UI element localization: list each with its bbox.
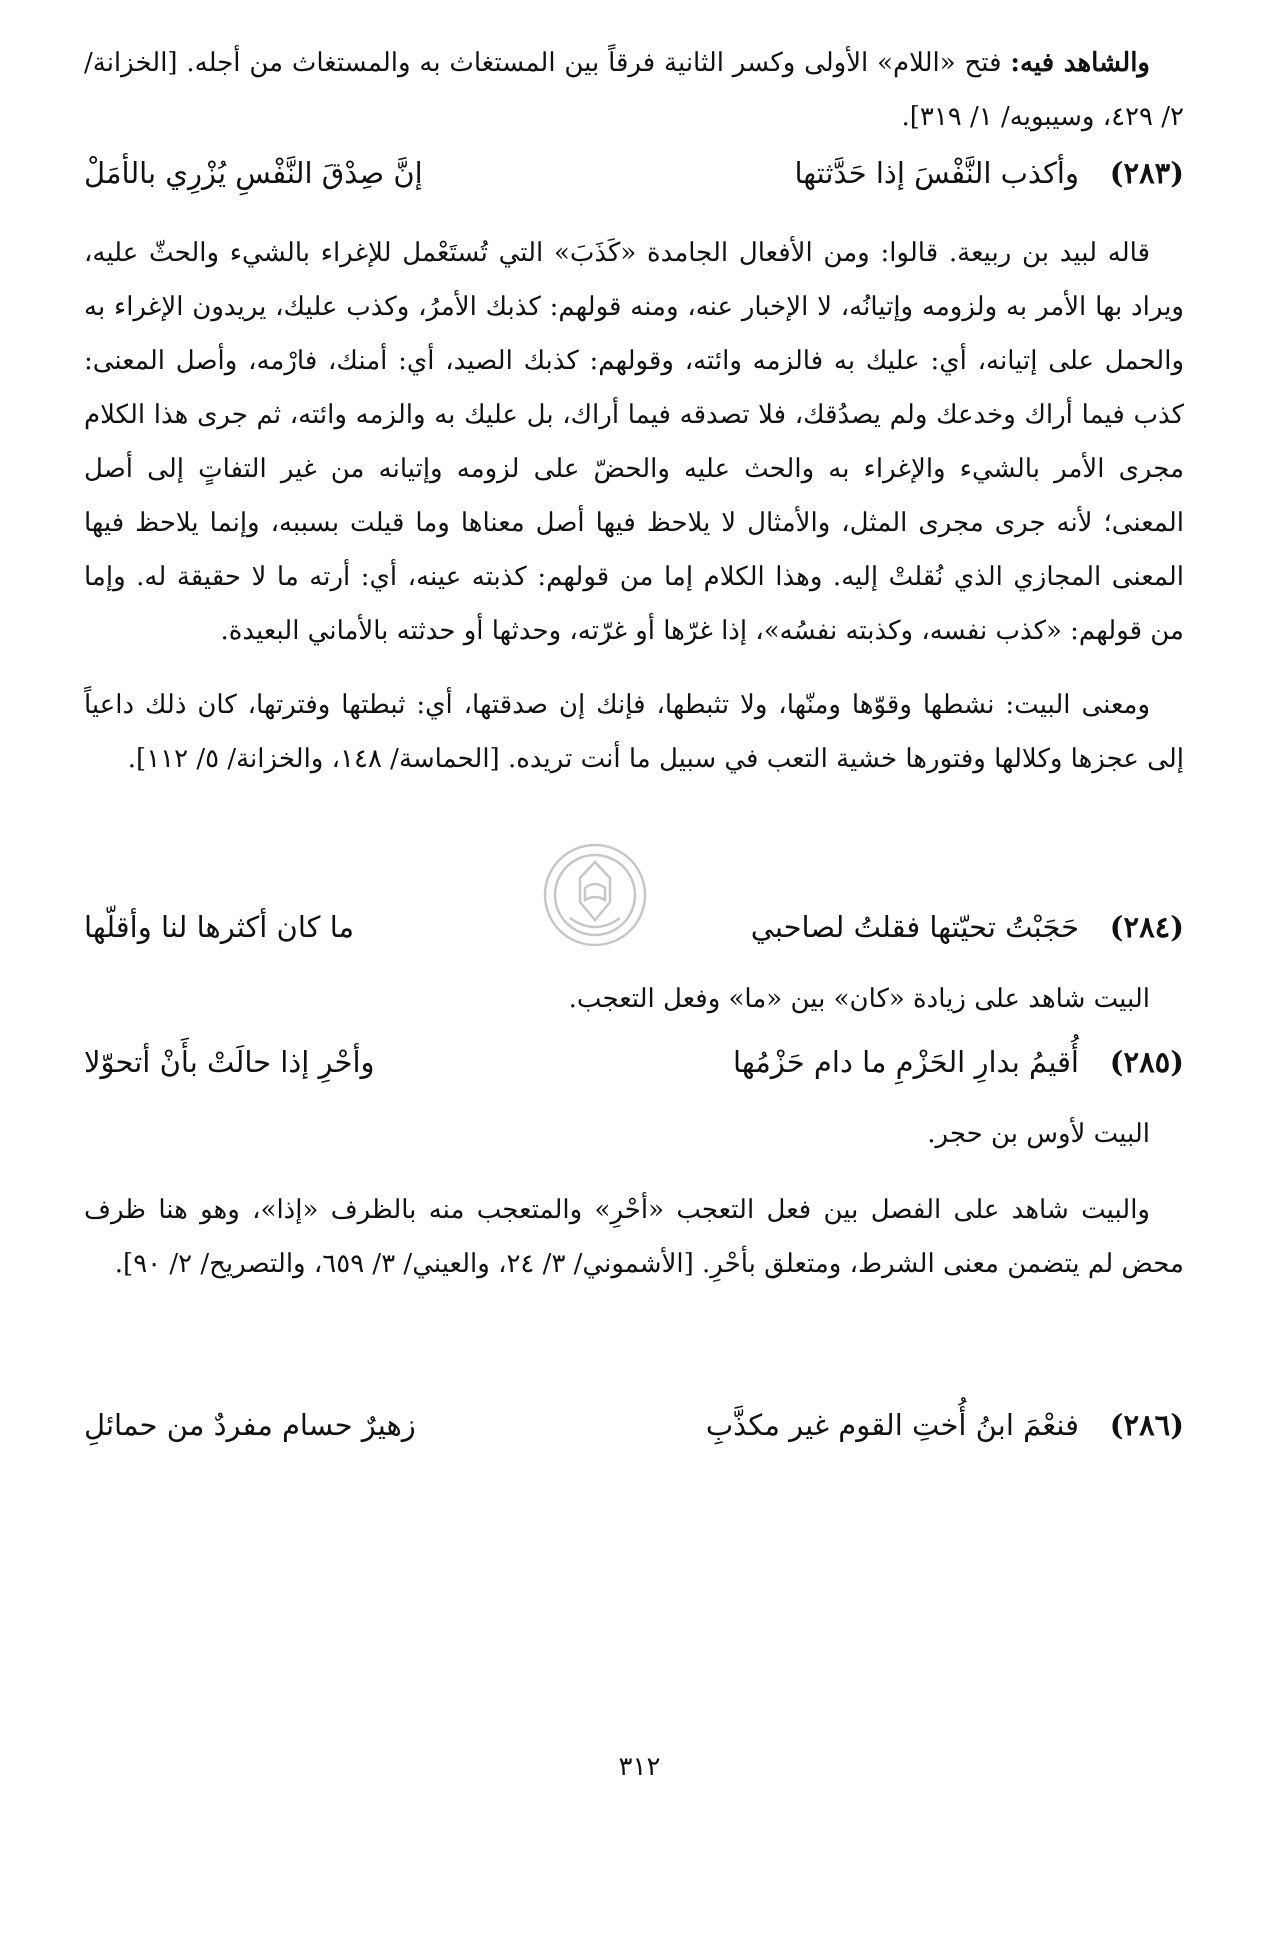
verse-second-hemistich: وأحْرِ إذا حالَتْ بأَنْ أتحوّلا [84, 1045, 375, 1079]
commentary-283 [84, 226, 1184, 786]
verse-286 [84, 1408, 1184, 1460]
commentary-paragraph: البيت لأوس بن حجر. [927, 1119, 1150, 1149]
commentary-paragraph: والبيت شاهد على الفصل بين فعل التعجب «أحْرِ» والمتعجب منه بالظرف «إذا»، وهو هنا ظرف محض لم يتضمن معنى الشرط، ومتعلق بأحْرِ. [الأشموني/ ٣/ ٢٤، والعيني/ ٣/ ٦٥٩، والتصريح/ ٢/ ٩٠]. [84, 1195, 1184, 1279]
commentary-paragraph: قاله لبيد بن ربيعة. قالوا: ومن الأفعال الجامدة «كَذَبَ» التي تُستَعْمل للإغراء بالشيء والحثّ عليه، ويراد بها الأمر به ولزومه وإتيانُه، لا الإخبار عنه، ومنه قولهم: كذبك الأمرُ، وكذب عليك، يريدون الإغراء به والحمل على إتيانه، أي: عليك به فالزمه وائته، وقولهم: كذبك الصيد، أي: أمنك، فارْمه، وأصل المعنى: كذب فيما أراك وخدعك ولم يصدُقك، فلا تصدقه فيما أراك، بل عليك به والزمه وائته، ثم جرى هذا الكلام مجرى الأمر بالشيء والإغراء به والحث عليه والحضّ على لزومه وإتيانه من غير التفاتٍ إلى أصل المعنى؛ لأنه جرى مجرى المثل، والأمثال لا يلاحظ فيها أصل معناها وما قيلت بسببه، وإنما يلاحظ فيها المعنى المجازي الذي نُقلتْ إليه. وهذا الكلام إما من قولهم: كذبته عينه، أي: أرته ما لا حقيقة له. وإما من قولهم: «كذب نفسه، وكذبته نفسُه»، إذا غرّها أو غرّته، وحدثها أو حدثته بالأماني البعيدة. [84, 238, 1184, 646]
intro-text: فتح «اللام» الأولى وكسر الثانية فرقاً بين المستغاث به والمستغاث من أجله. [الخزانة/ ٢/ ٤٢٩، وسيبويه/ ١/ ٣١٩]. [84, 48, 1184, 132]
verse-283 [84, 156, 1184, 208]
verse-number: (٢٨٥) [1109, 1045, 1184, 1079]
library-seal-watermark-icon [540, 840, 650, 950]
verse-number: (٢٨٣) [1109, 156, 1184, 190]
intro-lead: والشاهد فيه: [1010, 48, 1150, 78]
verse-first-hemistich: أُقيمُ بدارِ الحَزْمِ ما دام حَزْمُها [733, 1045, 1079, 1079]
verse-first-hemistich: فنعْمَ ابنُ أُختِ القوم غير مكذَّبِ [705, 1408, 1079, 1442]
verse-number: (٢٨٦) [1109, 1408, 1184, 1442]
verse-number: (٢٨٤) [1109, 910, 1184, 944]
commentary-285 [84, 1107, 1184, 1291]
intro-block [84, 36, 1184, 144]
verse-second-hemistich: إنَّ صِدْقَ النَّفْسِ يُزْرِي بالأمَلْ [84, 156, 423, 190]
page-number: ٣١٢ [618, 1752, 661, 1782]
verse-first-hemistich: حَجَبْتُ تحيّتها فقلتُ لصاحبي [750, 910, 1079, 944]
commentary-paragraph: ومعنى البيت: نشطها وقوّها ومنّها، ولا تثبطها، فإنك إن صدقتها، أي: ثبطتها وفترتها، كان ذلك داعياً إلى عجزها وكلالها وفتورها خشية التعب في سبيل ما أنت تريده. [الحماسة/ ١٤٨، والخزانة/ ٥/ ١١٢]. [84, 690, 1184, 774]
intro-paragraph [84, 36, 1184, 144]
verse-second-hemistich: ما كان أكثرها لنا وأقلّها [84, 910, 355, 944]
commentary-284 [84, 972, 1184, 1026]
verse-285 [84, 1045, 1184, 1097]
verse-first-hemistich: وأكذب النَّفْسَ إذا حَدَّثتها [794, 156, 1079, 190]
verse-second-hemistich: زهيرٌ حسام مفردٌ من حمائلِ [84, 1408, 416, 1442]
commentary-paragraph: البيت شاهد على زيادة «كان» بين «ما» وفعل التعجب. [568, 984, 1150, 1014]
